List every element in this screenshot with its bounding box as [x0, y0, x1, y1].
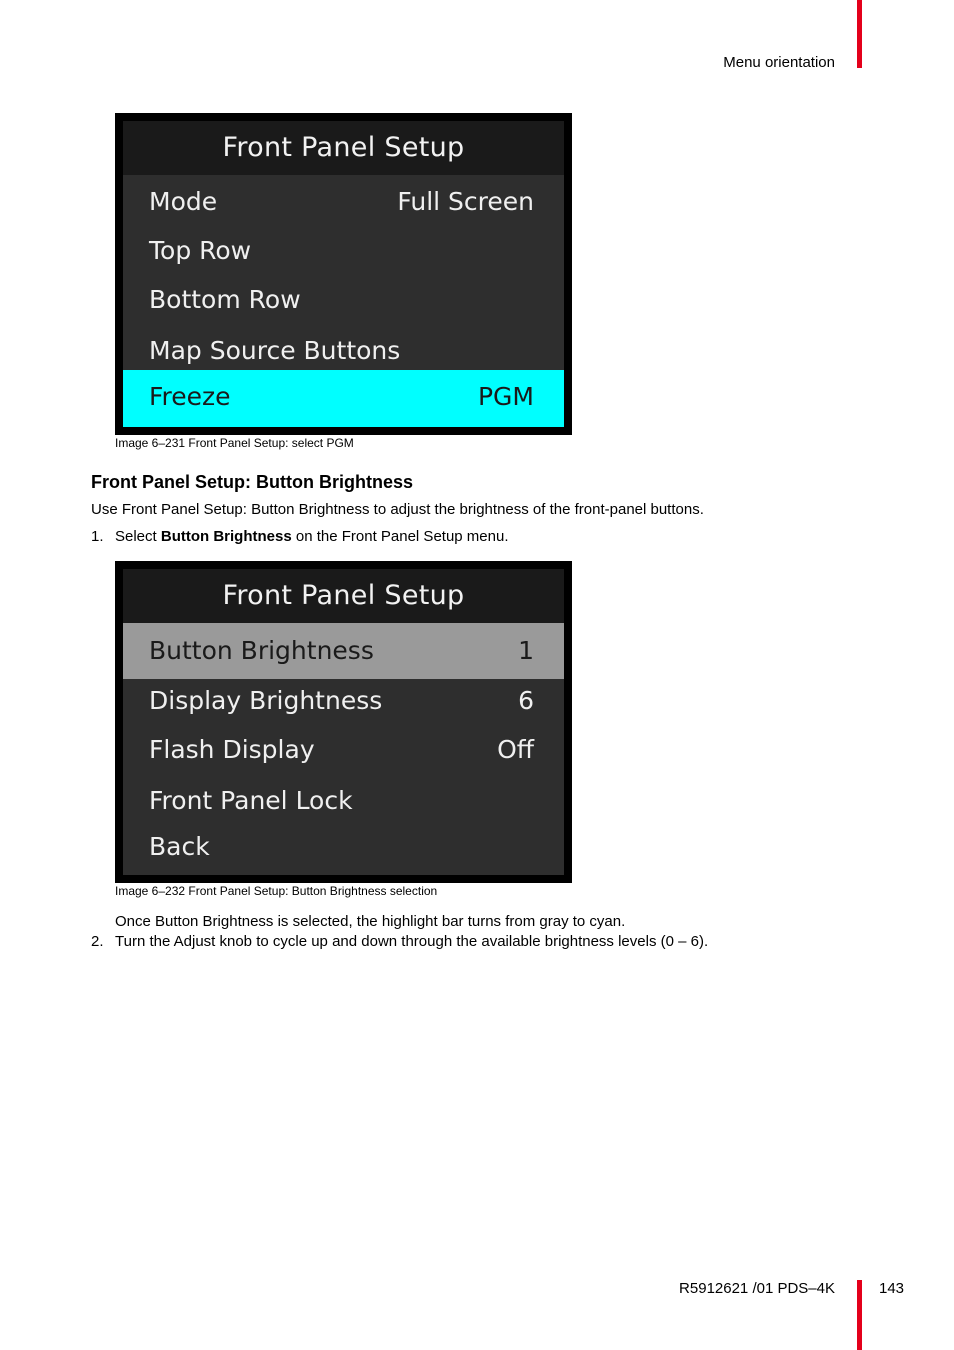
osd-row-label: Back — [149, 832, 210, 861]
running-header: Menu orientation — [723, 54, 835, 71]
osd-row-label: Button Brightness — [149, 636, 374, 665]
osd-title: Front Panel Setup — [123, 569, 564, 623]
osd-row-value: Full Screen — [397, 187, 534, 216]
step-text: on the Front Panel Setup menu. — [291, 528, 509, 545]
osd-row-label: Flash Display — [149, 735, 315, 764]
osd-row-top-row — [123, 224, 564, 273]
osd-row-value: Off — [497, 735, 534, 764]
figure-caption: Image 6–231 Front Panel Setup: select PGM — [115, 436, 354, 450]
step-1-text — [115, 528, 509, 545]
page-number: 143 — [879, 1280, 905, 1297]
osd-row-freeze-highlighted — [123, 370, 564, 427]
osd-row-label: Map Source Buttons — [149, 336, 401, 365]
step-bold-term: Button Brightness — [160, 528, 292, 545]
osd-screenshot-freeze — [115, 113, 572, 435]
osd-row-label: Display Brightness — [149, 686, 383, 715]
osd-row-label: Top Row — [149, 236, 252, 265]
osd-row-button-brightness-highlighted — [123, 623, 564, 679]
header-accent-bar — [857, 0, 862, 68]
osd-row-bottom-row — [123, 273, 564, 322]
osd-row-label: Freeze — [149, 382, 231, 411]
step-number: 1. — [91, 528, 104, 545]
footer-accent-bar — [857, 1280, 862, 1350]
step-2-text: Turn the Adjust knob to cycle up and down through the available brightness levels (0 – 6). — [115, 933, 709, 950]
osd-row-map-source-buttons — [123, 322, 564, 370]
figure-caption: Image 6–232 Front Panel Setup: Button Brightness selection — [115, 884, 438, 898]
section-heading: Front Panel Setup: Button Brightness — [91, 472, 413, 492]
osd-row-value: 1 — [518, 636, 534, 665]
osd-title: Front Panel Setup — [123, 121, 564, 175]
osd-row-value: PGM — [477, 382, 534, 411]
osd-row-flash-display — [123, 728, 564, 777]
osd-row-back — [123, 825, 564, 875]
step-text: Select — [115, 528, 161, 545]
osd-row-front-panel-lock — [123, 777, 564, 825]
osd-row-label: Bottom Row — [149, 285, 301, 314]
osd-row-display-brightness — [123, 679, 564, 728]
osd-row-value: 6 — [518, 686, 534, 715]
note-paragraph: Once Button Brightness is selected, the highlight bar turns from gray to cyan. — [115, 913, 626, 930]
footer-doc-id: R5912621 /01 PDS–4K — [679, 1280, 835, 1297]
osd-row-mode — [123, 175, 564, 224]
osd-screenshot-button-brightness — [115, 561, 572, 883]
osd-row-label: Mode — [149, 187, 218, 216]
osd-row-label: Front Panel Lock — [149, 786, 353, 815]
step-number: 2. — [91, 933, 104, 950]
intro-paragraph: Use Front Panel Setup: Button Brightness to adjust the brightness of the front-panel buttons. — [91, 501, 704, 518]
